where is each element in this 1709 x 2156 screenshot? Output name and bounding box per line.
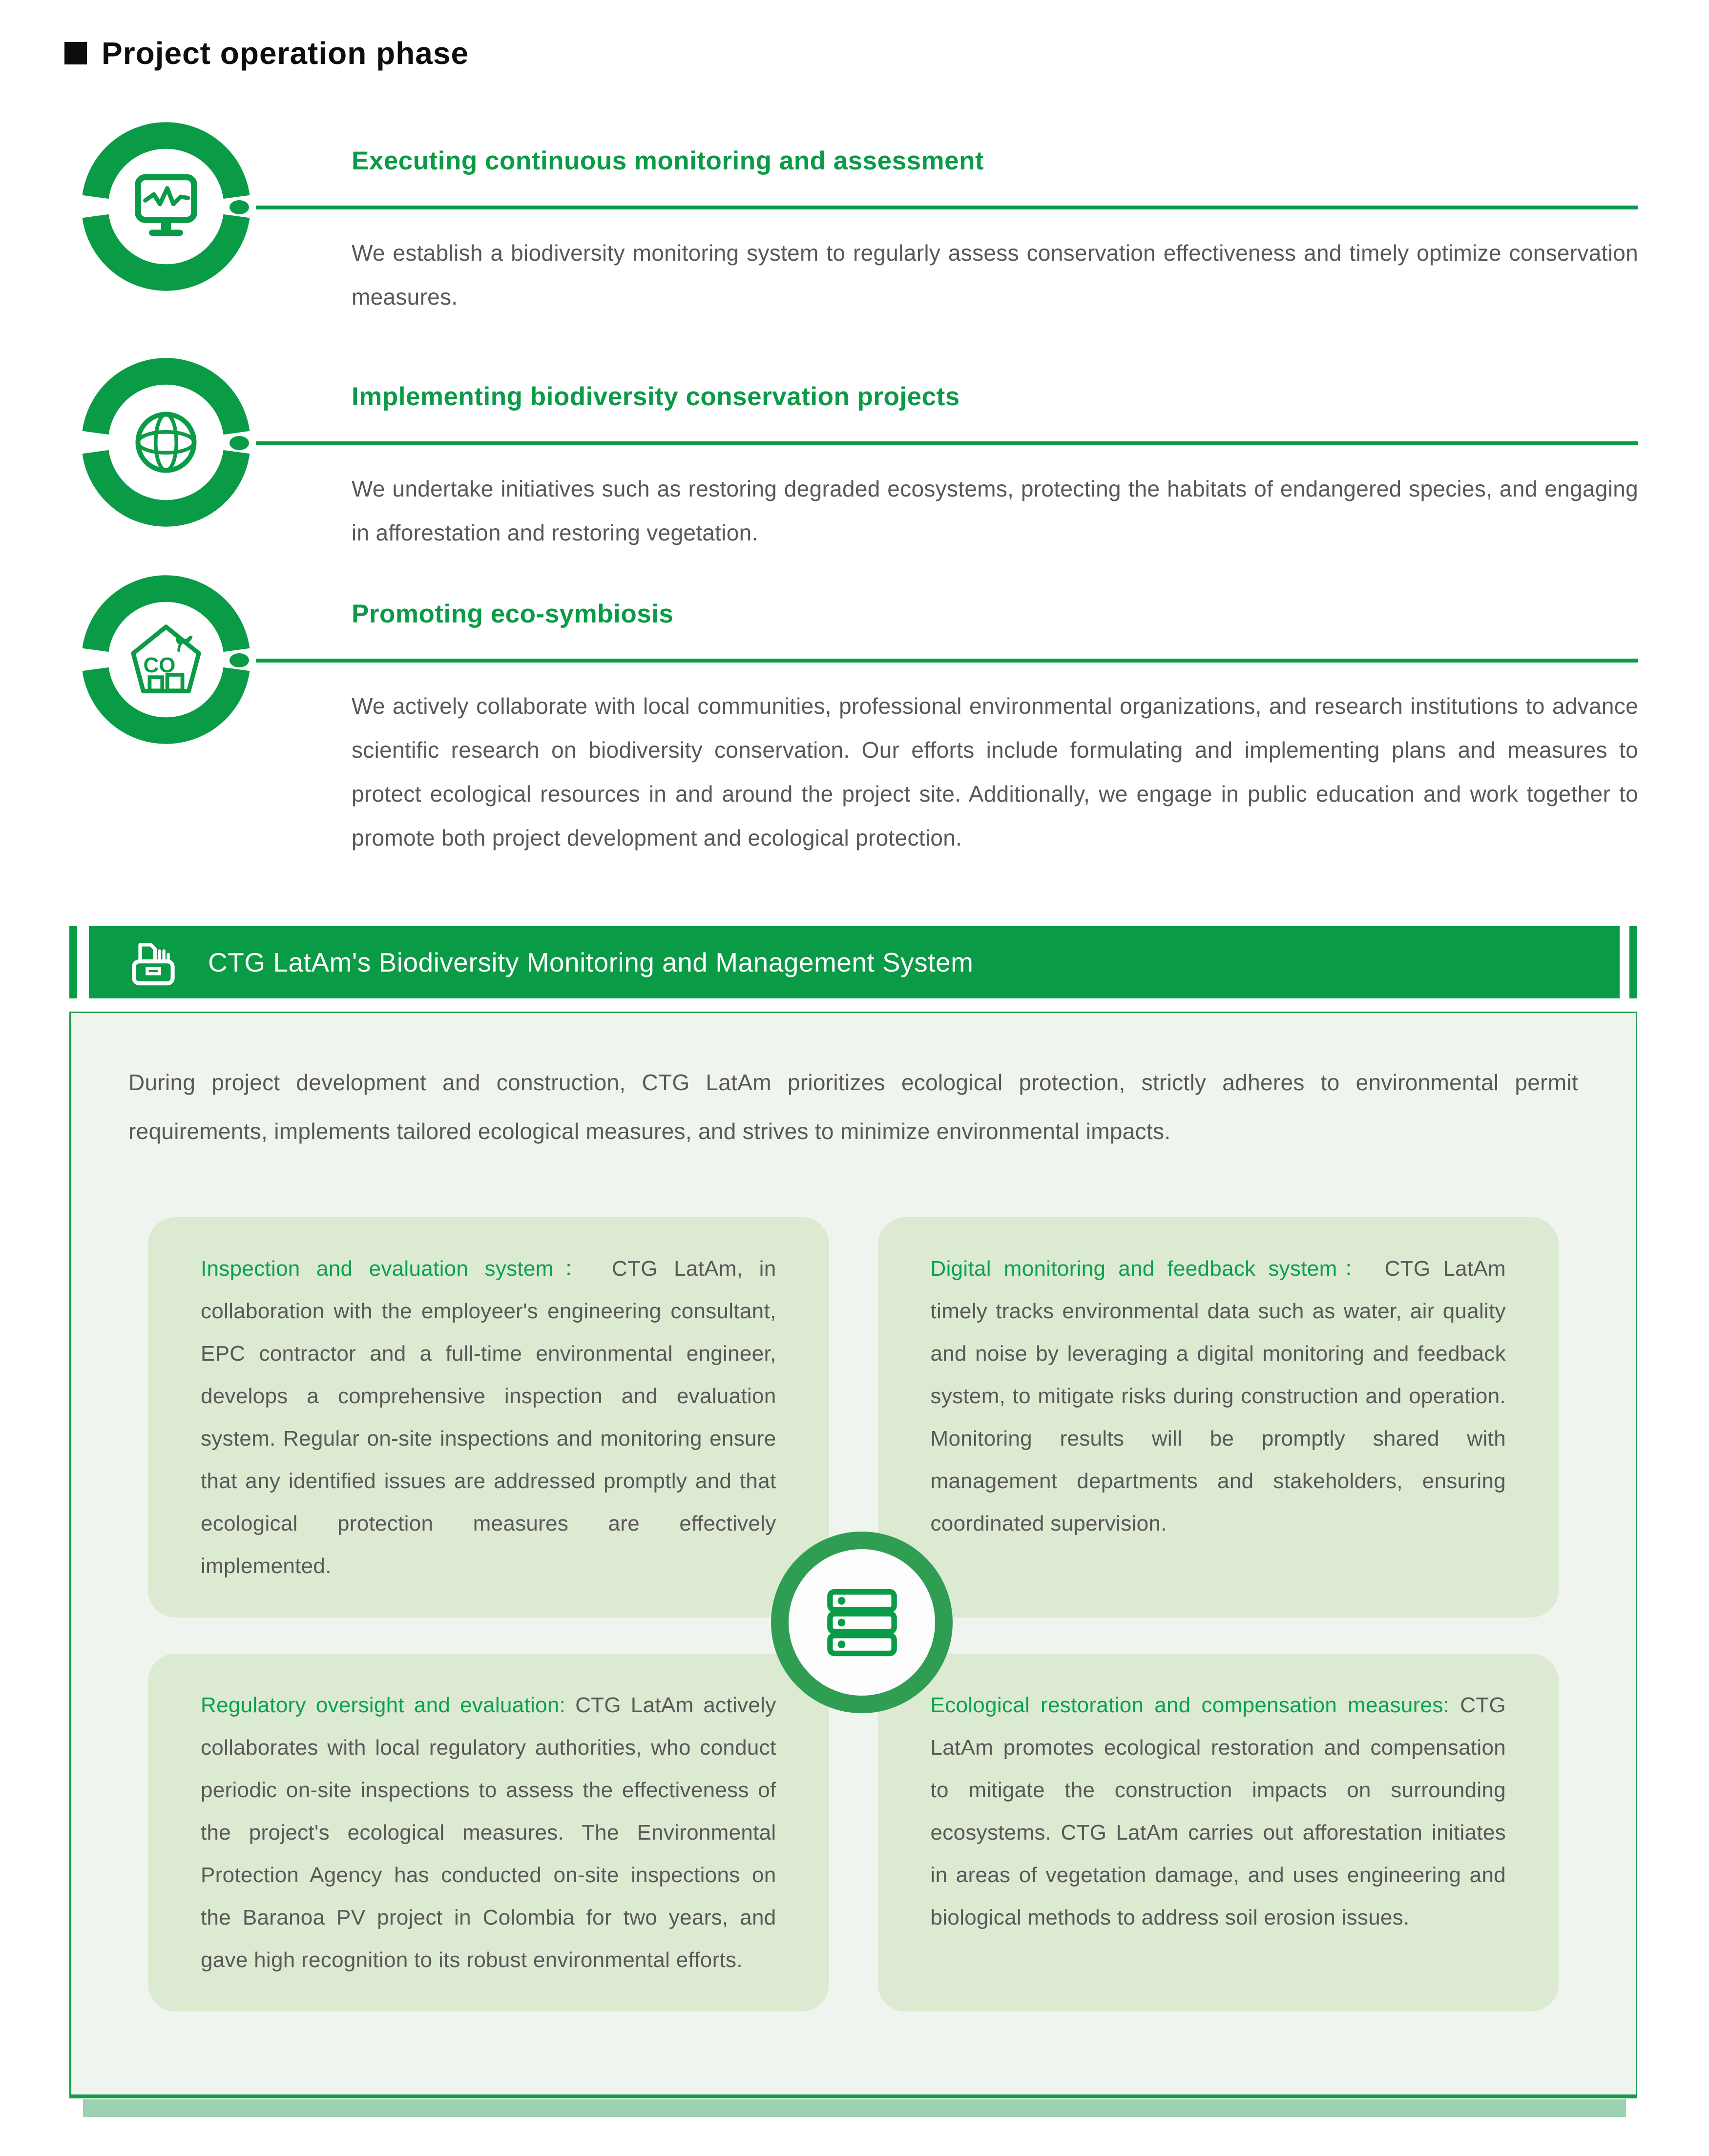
divider-dot xyxy=(229,436,249,450)
card-body: CTG LatAm promotes ecological restoration and compensation to mitigate the construction impacts on surrounding ecosystems. CTG LatAm carries out afforestation initiates in areas of vegetation damage, and uses engineering and biological methods to address soil erosion issues. xyxy=(930,1693,1506,1929)
card-inspection-evaluation xyxy=(148,1217,829,1617)
card-title: Ecological restoration and compensation measures: xyxy=(930,1693,1460,1717)
divider-dot xyxy=(229,653,249,667)
divider-line xyxy=(256,659,1638,663)
divider-dot xyxy=(229,200,249,214)
banner-title: CTG LatAm's Biodiversity Monitoring and Management System xyxy=(208,947,974,977)
card-body: CTG LatAm actively collaborates with local regulatory authorities, who conduct periodic on-site inspections to assess the effectiveness of the project's ecological measures. The Environmental Protection Agency has conducted on-site inspections on the Baranoa PV project in Colombia for two years, and gave high recognition to its robust environmental efforts. xyxy=(201,1693,776,1972)
card-digital-monitoring xyxy=(878,1217,1559,1617)
card-title: Inspection and evaluation system： xyxy=(201,1257,612,1281)
section-divider xyxy=(229,200,1638,214)
section-monitoring xyxy=(63,121,1641,351)
section-title: Implementing biodiversity conservation projects xyxy=(352,382,960,411)
banner-left-bar xyxy=(69,926,77,998)
system-banner xyxy=(89,926,1620,998)
card-body: CTG LatAm timely tracks environmental data such as water, air quality and noise by leveraging a digital monitoring and feedback system, to mitigate risks during construction and operation. Monitoring results will be promptly shared with management departments and stakeholders, ensuring coordinated supervision. xyxy=(930,1257,1506,1535)
page-title-text: Project operation phase xyxy=(102,36,469,71)
section-title: Promoting eco-symbiosis xyxy=(352,600,674,628)
eco-house-co-icon xyxy=(81,574,251,745)
divider-line xyxy=(256,441,1638,445)
card-regulatory-oversight xyxy=(148,1654,829,2011)
card-title: Regulatory oversight and evaluation: xyxy=(201,1693,576,1717)
section-conservation-projects xyxy=(63,357,1641,586)
title-square-bullet xyxy=(64,42,87,64)
section-divider xyxy=(229,436,1638,450)
divider-line xyxy=(256,206,1638,209)
section-body: We undertake initiatives such as restoring degraded ecosystems, protecting the habitats of endangered species, and engaging in afforestation and restoring vegetation. xyxy=(352,476,1638,545)
section-title: Executing continuous monitoring and assessment xyxy=(352,146,984,175)
card-ecological-restoration xyxy=(878,1654,1559,2011)
section-body: We actively collaborate with local communities, professional environmental organizations, and research institutions to advance scientific research on biodiversity conservation. Our efforts include formulating and implementing plans and measures to protect ecological resources in and around the project site. Additionally, we engage in public education and work together to promote both project development and ecological protection. xyxy=(352,693,1638,850)
system-banner-row xyxy=(69,926,1637,998)
card-title: Digital monitoring and feedback system： xyxy=(930,1257,1385,1281)
globe-icon xyxy=(81,357,251,528)
page-title xyxy=(64,35,469,71)
panel-intro: During project development and construction, CTG LatAm prioritizes ecological protection, strictly adheres to environmental permit requirements, implements tailored ecological measures, and strives to minimize environmental impacts. xyxy=(128,1070,1578,1144)
banner-right-bar xyxy=(1629,926,1637,998)
svg-text:CO: CO xyxy=(143,653,176,677)
monitor-heartbeat-icon xyxy=(81,121,251,292)
section-divider xyxy=(229,653,1638,667)
management-system-panel xyxy=(69,1012,1637,2098)
card-body: CTG LatAm, in collaboration with the employeer's engineering consultant, EPC contractor and a full-time environmental engineer, develops a comprehensive inspection and evaluation system. Regular on-site inspections and monitoring ensure that any identified issues are addressed promptly and that ecological protection measures are effectively implemented. xyxy=(201,1257,776,1578)
panel-shadow-bar xyxy=(83,2099,1626,2117)
section-eco-symbiosis xyxy=(63,574,1641,945)
section-body: We establish a biodiversity monitoring system to regularly assess conservation effectiveness and timely optimize conservation measures. xyxy=(352,240,1638,310)
archive-documents-icon xyxy=(127,936,180,989)
server-stack-icon xyxy=(771,1532,953,1713)
